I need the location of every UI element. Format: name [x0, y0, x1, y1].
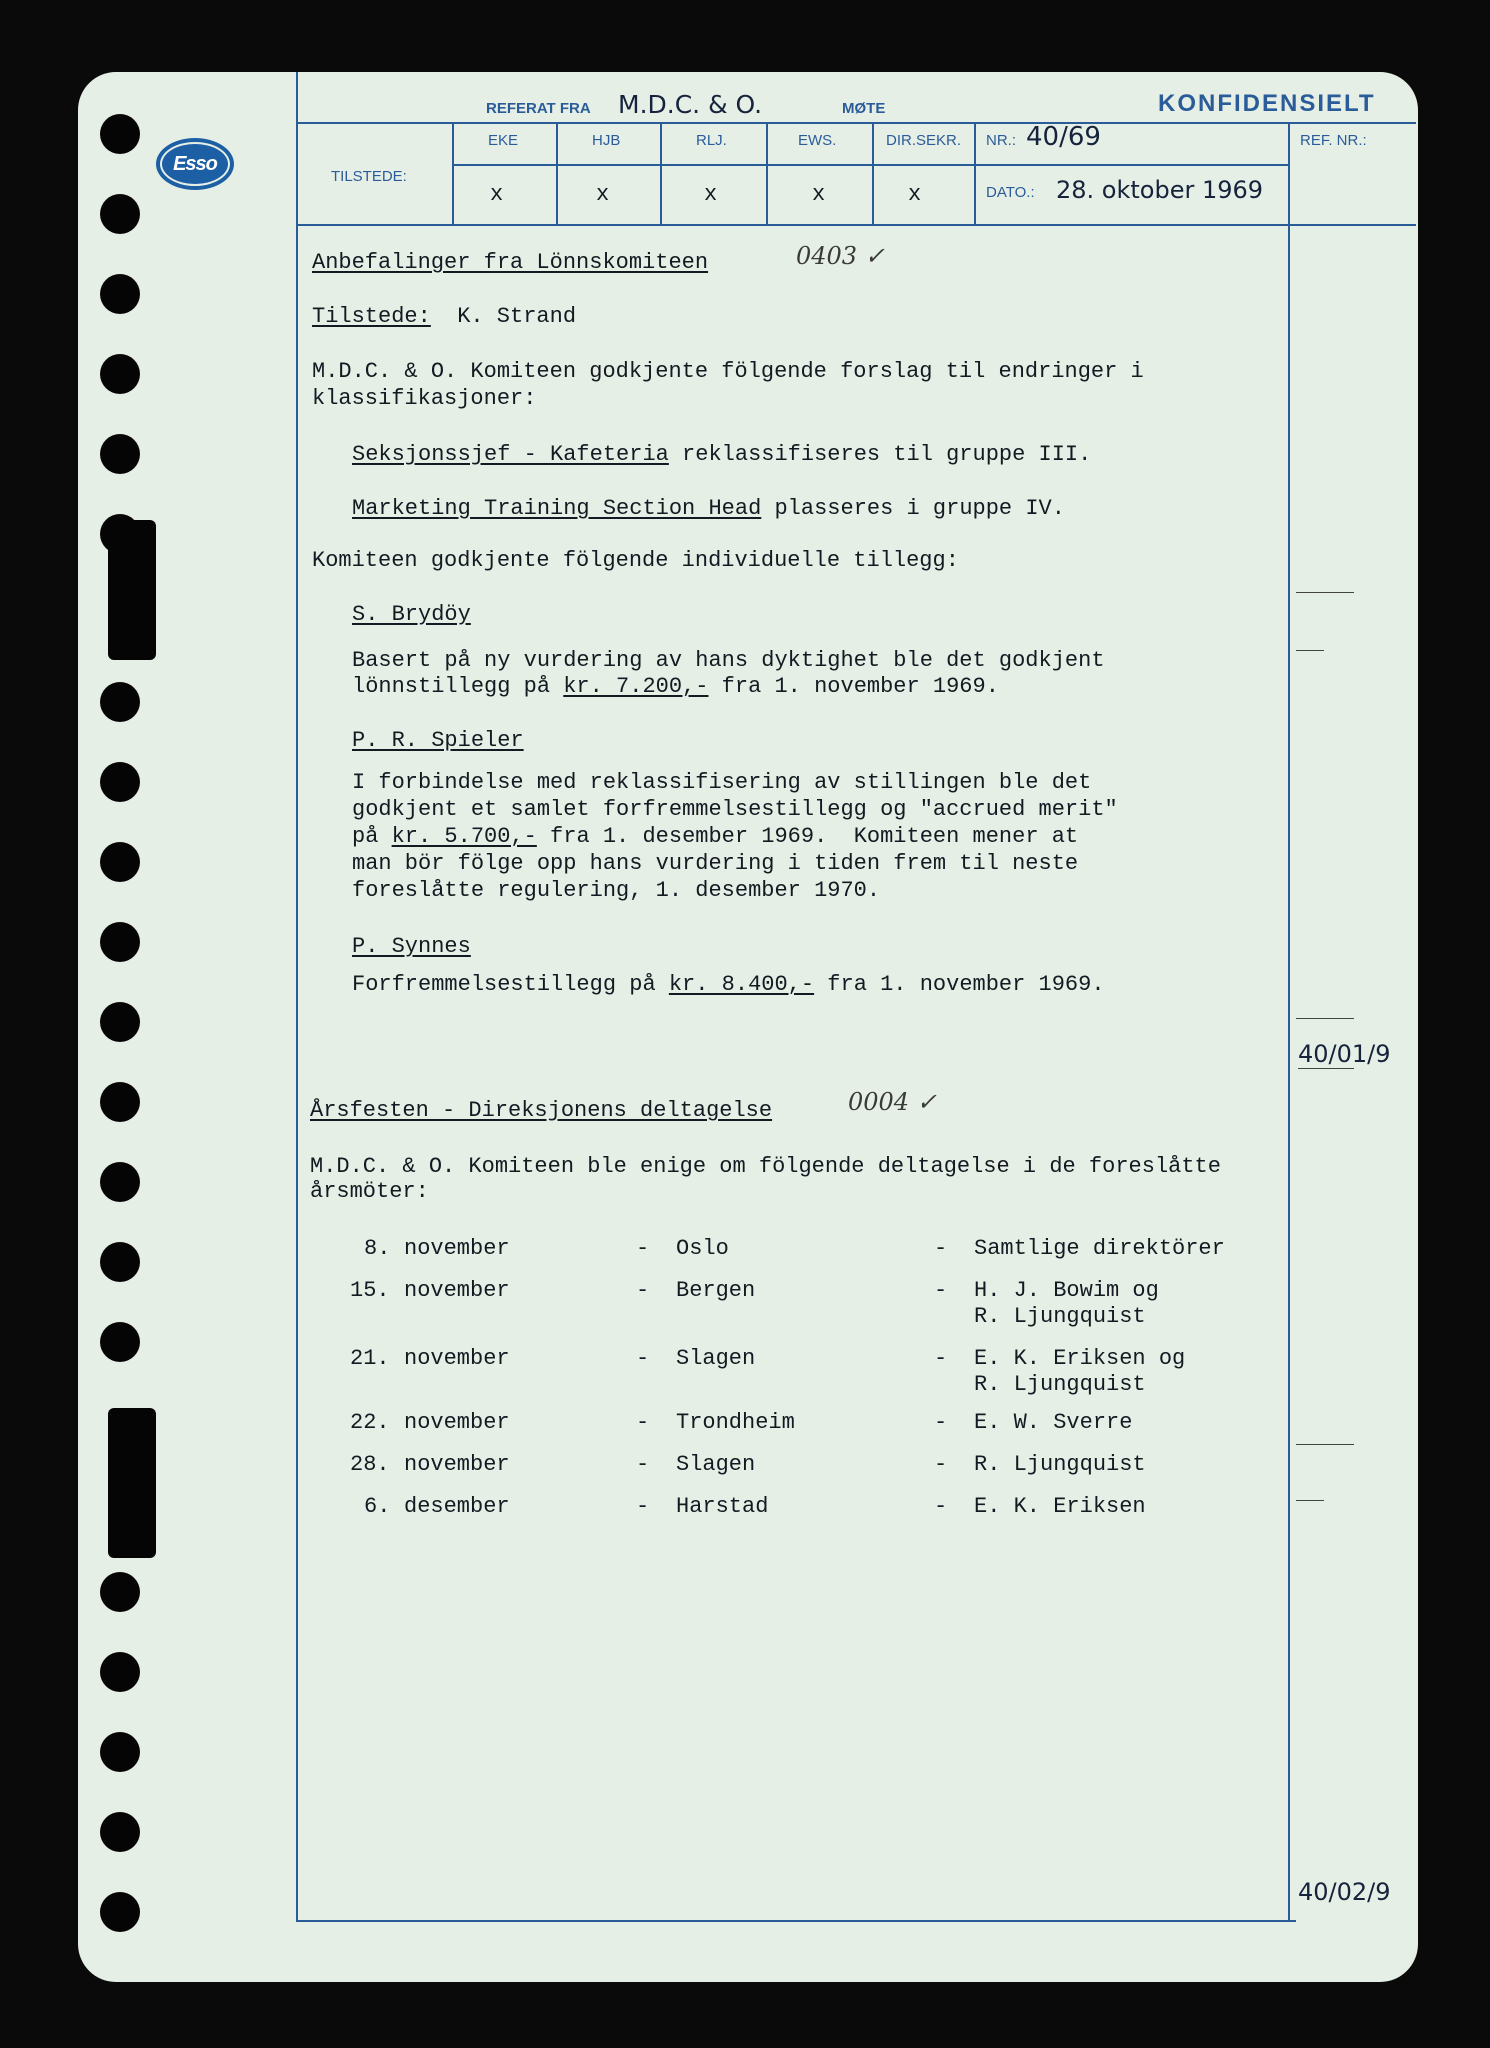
punch-hole [100, 682, 140, 722]
schedule-place: Harstad [676, 1494, 769, 1519]
section2-ref: 40/02/9 [1298, 1878, 1391, 1906]
reclass-2-title: Marketing Training Section Head [352, 496, 762, 521]
person-2-line-2: godkjent et samlet forfremmelsestillegg og "accrued merit" [352, 797, 1118, 822]
schedule-who: R. Ljungquist [974, 1452, 1146, 1477]
margin-tick [1298, 1068, 1354, 1069]
esso-logo-oval [162, 144, 228, 184]
punch-hole [100, 1082, 140, 1122]
col-divider [872, 122, 874, 224]
punch-hole [100, 114, 140, 154]
section1-title: Anbefalinger fra Lönnskomiteen [312, 250, 709, 275]
dato-label: DATO.: [986, 184, 1035, 201]
document-page [78, 72, 1418, 1982]
schedule-place: Slagen [676, 1346, 756, 1371]
person-1-text-b: fra 1. november 1969. [708, 674, 999, 699]
schedule-who: E. K. Eriksen [974, 1494, 1146, 1519]
mote-label: MØTE [842, 100, 886, 117]
schedule-dash: - [636, 1346, 650, 1371]
schedule-dash: - [636, 1236, 650, 1261]
person-1-text-a: lönnstillegg på [352, 674, 564, 699]
punch-hole [100, 434, 140, 474]
schedule-dash: - [934, 1236, 948, 1261]
section1-ref: 40/01/9 [1298, 1040, 1391, 1068]
schedule-dash: - [636, 1452, 650, 1477]
schedule-month: november [404, 1236, 510, 1261]
margin-tick [1296, 650, 1324, 651]
punch-hole [100, 1002, 140, 1042]
header-rule-top [296, 122, 1416, 124]
konfidensielt-label: KONFIDENSIELT [1158, 90, 1376, 117]
punch-hole [100, 1322, 140, 1362]
attendee-mark: x [704, 182, 718, 207]
schedule-day: 6. [364, 1494, 391, 1519]
referat-label: REFERAT FRA [486, 100, 591, 117]
person-1-line-2 [352, 674, 999, 699]
attendee-code-hjb: HJB [592, 132, 621, 149]
punch-hole [100, 922, 140, 962]
person-3-line [352, 972, 1105, 997]
col-divider [660, 122, 662, 224]
person-1-amount: kr. 7.200,- [563, 674, 709, 699]
punch-hole [100, 762, 140, 802]
binder-notch [108, 520, 156, 660]
header-rule-mid [452, 164, 1288, 166]
schedule-day: 8. [364, 1236, 391, 1261]
schedule-place: Trondheim [676, 1410, 795, 1435]
esso-logo-text: Esso [173, 152, 217, 175]
person-3-text-a: Forfremmelsestillegg på [352, 972, 669, 997]
schedule-dash: - [934, 1278, 948, 1303]
tilstede-value: K. Strand [444, 304, 577, 329]
reclass-2-text: plasseres i gruppe IV. [761, 496, 1065, 521]
schedule-day: 28. [350, 1452, 390, 1477]
attendee-mark: x [490, 182, 504, 207]
col-divider [766, 122, 768, 224]
schedule-dash: - [934, 1452, 948, 1477]
schedule-dash: - [934, 1494, 948, 1519]
schedule-who: H. J. Bowim og [974, 1278, 1159, 1303]
header-rule-bottom [296, 224, 1416, 226]
margin-tick [1296, 592, 1354, 593]
dato-value: 28. oktober 1969 [1056, 176, 1264, 204]
attendee-code-eke: EKE [488, 132, 519, 149]
schedule-month: november [404, 1346, 510, 1371]
schedule-day: 21. [350, 1346, 390, 1371]
punch-hole [100, 1732, 140, 1772]
schedule-who-2: R. Ljungquist [974, 1304, 1146, 1329]
nr-value: 40/69 [1026, 122, 1101, 152]
person-2-line-4: man bör fölge opp hans vurdering i tiden frem til neste [352, 851, 1079, 876]
committee-name: M.D.C. & O. [618, 90, 763, 119]
punch-hole [100, 1162, 140, 1202]
schedule-month: desember [404, 1494, 510, 1519]
schedule-month: november [404, 1278, 510, 1303]
margin-tick [1296, 1500, 1324, 1501]
person-2-line-1: I forbindelse med reklassifisering av stillingen ble det [352, 770, 1092, 795]
section1-intro: M.D.C. & O. Komiteen godkjente fölgende forslag til endringer i klassifikasjoner: [312, 359, 1144, 411]
reclass-1-text: reklassifiseres til gruppe III. [668, 442, 1092, 467]
ref-nr-label: REF. NR.: [1300, 132, 1367, 149]
attendee-code-ews: EWS. [798, 132, 837, 149]
person-2-name: P. R. Spieler [352, 728, 524, 753]
person-3-amount: kr. 8.400,- [668, 972, 815, 997]
attendee-code-rlj: RLJ. [696, 132, 727, 149]
schedule-place: Oslo [676, 1236, 729, 1261]
person-3-name: P. Synnes [352, 934, 471, 959]
schedule-place: Bergen [676, 1278, 756, 1303]
schedule-dash: - [934, 1410, 948, 1435]
person-2-text-b: fra 1. desember 1969. Komiteen mener at [536, 824, 1079, 849]
esso-logo [156, 138, 234, 190]
person-2-amount: kr. 5.700,- [391, 824, 537, 849]
punch-hole [100, 1812, 140, 1852]
schedule-who: Samtlige direktörer [974, 1236, 1225, 1261]
reclass-1-title: Seksjonssjef - Kafeteria [352, 442, 669, 467]
person-1-line-1: Basert på ny vurdering av hans dyktighet ble det godkjent [352, 648, 1105, 673]
punch-hole [100, 1572, 140, 1612]
punch-hole [100, 1242, 140, 1282]
tilstede-heading: Tilstede: [312, 304, 431, 329]
schedule-day: 15. [350, 1278, 390, 1303]
schedule-who: E. K. Eriksen og [974, 1346, 1186, 1371]
person-2-line-5: foreslåtte regulering, 1. desember 1970. [352, 878, 881, 903]
person-1-name: S. Brydöy [352, 602, 471, 627]
schedule-place: Slagen [676, 1452, 756, 1477]
nr-label: NR.: [986, 132, 1016, 149]
schedule-who-2: R. Ljungquist [974, 1372, 1146, 1397]
punch-hole [100, 194, 140, 234]
section2-intro: M.D.C. & O. Komiteen ble enige om fölgende deltagelse i de foreslåtte årsmöter: [310, 1154, 1221, 1204]
punch-hole [100, 842, 140, 882]
section2-pencil-note: 0004 ✓ [848, 1088, 937, 1116]
punch-hole [100, 354, 140, 394]
reclass-line-2 [352, 496, 1065, 521]
attendee-mark: x [812, 182, 826, 207]
schedule-dash: - [636, 1278, 650, 1303]
person-2-line-3 [352, 824, 1078, 849]
margin-tick [1296, 1444, 1354, 1445]
section1-pencil-note: 0403 ✓ [796, 242, 885, 270]
punch-hole [100, 1652, 140, 1692]
person-2-text-a: på [352, 824, 392, 849]
schedule-dash: - [636, 1494, 650, 1519]
schedule-month: november [404, 1452, 510, 1477]
attendee-mark: x [908, 182, 922, 207]
schedule-month: november [404, 1410, 510, 1435]
col-divider [974, 122, 976, 224]
col-divider [452, 122, 454, 224]
section2-title: Årsfesten - Direksjonens deltagelse [310, 1098, 773, 1123]
col-divider [556, 122, 558, 224]
bottom-rule [296, 1920, 1296, 1922]
left-margin-line [296, 72, 298, 1922]
margin-tick [1296, 1018, 1354, 1019]
tilstede-label: TILSTEDE: [331, 168, 407, 185]
attendee-mark: x [596, 182, 610, 207]
schedule-who: E. W. Sverre [974, 1410, 1133, 1435]
schedule-dash: - [636, 1410, 650, 1435]
individual-intro: Komiteen godkjente fölgende individuelle tillegg: [312, 548, 959, 573]
schedule-day: 22. [350, 1410, 390, 1435]
person-3-text-b: fra 1. november 1969. [814, 972, 1105, 997]
schedule-dash: - [934, 1346, 948, 1371]
attendee-code-dirsekr: DIR.SEKR. [886, 132, 962, 149]
reclass-line-1 [352, 442, 1091, 467]
punch-hole [100, 274, 140, 314]
binder-notch [108, 1408, 156, 1558]
right-margin-line [1288, 122, 1290, 1922]
punch-hole [100, 1892, 140, 1932]
